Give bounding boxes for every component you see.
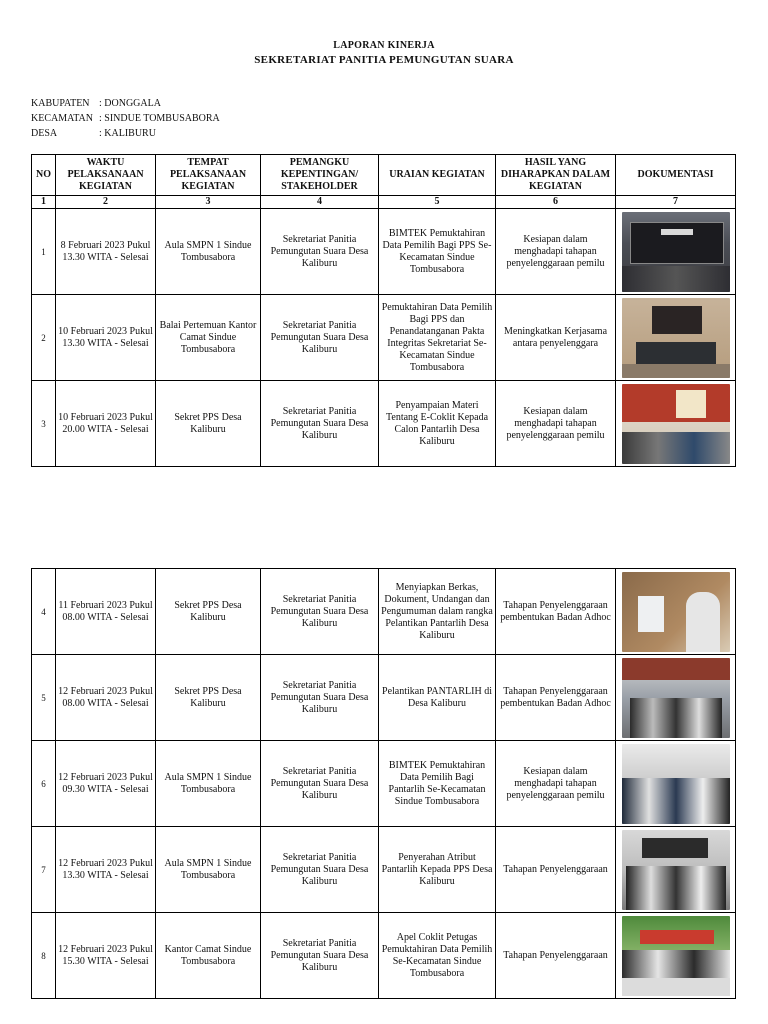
cell-tempat: Kantor Camat Sindue Tombusabora: [156, 913, 261, 999]
meta-row-desa: [31, 126, 220, 141]
meta-label: DESA: [31, 128, 58, 139]
meta-label: KECAMATAN: [31, 113, 93, 124]
documentation-photo: [622, 744, 730, 824]
table-row: [32, 569, 736, 655]
documentation-photo: [622, 572, 730, 652]
cell-waktu: 10 Februari 2023 Pukul 20.00 WITA - Selesai: [56, 381, 156, 467]
meta-value: : DONGGALA: [99, 98, 161, 109]
cell-uraian: Apel Coklit Petugas Pemuktahiran Data Pemilih Se-Kecamatan Sindue Tombusabora: [379, 913, 496, 999]
cell-tempat: Sekret PPS Desa Kaliburu: [156, 569, 261, 655]
table-row: [32, 381, 736, 467]
col-header-uraian: URAIAN KEGIATAN: [379, 155, 496, 196]
cell-uraian: BIMTEK Pemuktahiran Data Pemilih Bagi PPS Se-Kecamatan Sindue Tombusabora: [379, 209, 496, 295]
cell-stakeholder: Sekretariat Panitia Pemungutan Suara Desa Kaliburu: [261, 741, 379, 827]
cell-uraian: Penyerahan Atribut Pantarlih Kepada PPS Desa Kaliburu: [379, 827, 496, 913]
cell-uraian: Pemuktahiran Data Pemilih Bagi PPS dan Penandatanganan Pakta Integritas Sekretariat Se-Kecamatan Sindue Tombusabora: [379, 295, 496, 381]
cell-waktu: 10 Februari 2023 Pukul 13.30 WITA - Selesai: [56, 295, 156, 381]
meta-label: KABUPATEN: [31, 98, 90, 109]
report-table-page-1: [31, 154, 736, 467]
column-number-row: [32, 196, 736, 209]
col-number: 4: [261, 196, 379, 209]
col-header-tempat: TEMPAT PELAKSANAAN KEGIATAN: [156, 155, 261, 196]
documentation-photo: [622, 658, 730, 738]
cell-uraian: BIMTEK Pemuktahiran Data Pemilih Bagi Pantarlih Se-Kecamatan Sindue Tombusabora: [379, 741, 496, 827]
cell-no: 2: [32, 295, 56, 381]
cell-dokumentasi: [616, 741, 736, 827]
table-row: [32, 913, 736, 999]
cell-hasil: Tahapan Penyelenggaraan pembentukan Badan Adhoc: [496, 655, 616, 741]
cell-tempat: Sekret PPS Desa Kaliburu: [156, 655, 261, 741]
cell-uraian: Menyiapkan Berkas, Dokument, Undangan dan Pengumuman dalam rangka Pelantikan Pantarlih Desa Kaliburu: [379, 569, 496, 655]
cell-waktu: 11 Februari 2023 Pukul 08.00 WITA - Selesai: [56, 569, 156, 655]
cell-tempat: Sekret PPS Desa Kaliburu: [156, 381, 261, 467]
col-header-hasil: HASIL YANG DIHARAPKAN DALAM KEGIATAN: [496, 155, 616, 196]
cell-waktu: 12 Februari 2023 Pukul 09.30 WITA - Selesai: [56, 741, 156, 827]
col-number: 3: [156, 196, 261, 209]
cell-dokumentasi: [616, 827, 736, 913]
cell-stakeholder: Sekretariat Panitia Pemungutan Suara Desa Kaliburu: [261, 569, 379, 655]
table-row: [32, 655, 736, 741]
report-title: LAPORAN KINERJA: [333, 40, 435, 51]
cell-hasil: Tahapan Penyelenggaraan: [496, 827, 616, 913]
cell-dokumentasi: [616, 569, 736, 655]
cell-dokumentasi: [616, 209, 736, 295]
cell-dokumentasi: [616, 381, 736, 467]
cell-stakeholder: Sekretariat Panitia Pemungutan Suara Desa Kaliburu: [261, 827, 379, 913]
col-number: 6: [496, 196, 616, 209]
cell-no: 8: [32, 913, 56, 999]
report-meta: [31, 96, 220, 141]
cell-stakeholder: Sekretariat Panitia Pemungutan Suara Desa Kaliburu: [261, 381, 379, 467]
cell-hasil: Meningkatkan Kerjasama antara penyelenggara: [496, 295, 616, 381]
col-header-dokumentasi: DOKUMENTASI: [616, 155, 736, 196]
cell-stakeholder: Sekretariat Panitia Pemungutan Suara Desa Kaliburu: [261, 913, 379, 999]
table-header-row: [32, 155, 736, 196]
cell-hasil: Tahapan Penyelenggaraan: [496, 913, 616, 999]
col-number: 5: [379, 196, 496, 209]
table-row: [32, 827, 736, 913]
col-number: 7: [616, 196, 736, 209]
table-row: [32, 741, 736, 827]
documentation-photo: [622, 830, 730, 910]
col-header-no: NO: [32, 155, 56, 196]
cell-no: 5: [32, 655, 56, 741]
cell-no: 7: [32, 827, 56, 913]
documentation-photo: [622, 212, 730, 292]
documentation-photo: [622, 384, 730, 464]
cell-tempat: Aula SMPN 1 Sindue Tombusabora: [156, 741, 261, 827]
table-row: [32, 209, 736, 295]
cell-hasil: Kesiapan dalam menghadapi tahapan penyelenggaraan pemilu: [496, 741, 616, 827]
cell-no: 6: [32, 741, 56, 827]
cell-hasil: Kesiapan dalam menghadapi tahapan penyelenggaraan pemilu: [496, 209, 616, 295]
col-header-stakeholder: PEMANGKU KEPENTINGAN/ STAKEHOLDER: [261, 155, 379, 196]
cell-dokumentasi: [616, 913, 736, 999]
cell-dokumentasi: [616, 655, 736, 741]
col-header-waktu: WAKTU PELAKSANAAN KEGIATAN: [56, 155, 156, 196]
cell-no: 4: [32, 569, 56, 655]
report-header: [0, 40, 768, 66]
cell-stakeholder: Sekretariat Panitia Pemungutan Suara Desa Kaliburu: [261, 655, 379, 741]
cell-uraian: Pelantikan PANTARLIH di Desa Kaliburu: [379, 655, 496, 741]
documentation-photo: [622, 916, 730, 996]
col-number: 2: [56, 196, 156, 209]
cell-hasil: Tahapan Penyelenggaraan pembentukan Badan Adhoc: [496, 569, 616, 655]
documentation-photo: [622, 298, 730, 378]
cell-hasil: Kesiapan dalam menghadapi tahapan penyelenggaraan pemilu: [496, 381, 616, 467]
cell-tempat: Aula SMPN 1 Sindue Tombusabora: [156, 209, 261, 295]
table-row: [32, 295, 736, 381]
cell-uraian: Penyampaian Materi Tentang E-Coklit Kepada Calon Pantarlih Desa Kaliburu: [379, 381, 496, 467]
cell-waktu: 12 Februari 2023 Pukul 08.00 WITA - Selesai: [56, 655, 156, 741]
cell-waktu: 8 Februari 2023 Pukul 13.30 WITA - Selesai: [56, 209, 156, 295]
cell-waktu: 12 Februari 2023 Pukul 13.30 WITA - Selesai: [56, 827, 156, 913]
meta-row-kabupaten: [31, 96, 220, 111]
cell-tempat: Balai Pertemuan Kantor Camat Sindue Tombusabora: [156, 295, 261, 381]
cell-no: 1: [32, 209, 56, 295]
cell-dokumentasi: [616, 295, 736, 381]
report-subtitle: SEKRETARIAT PANITIA PEMUNGUTAN SUARA: [254, 54, 514, 66]
col-number: 1: [32, 196, 56, 209]
cell-tempat: Aula SMPN 1 Sindue Tombusabora: [156, 827, 261, 913]
meta-value: : KALIBURU: [99, 128, 156, 139]
cell-waktu: 12 Februari 2023 Pukul 15.30 WITA - Selesai: [56, 913, 156, 999]
meta-row-kecamatan: [31, 111, 220, 126]
cell-no: 3: [32, 381, 56, 467]
meta-value: : SINDUE TOMBUSABORA: [99, 113, 220, 124]
cell-stakeholder: Sekretariat Panitia Pemungutan Suara Desa Kaliburu: [261, 209, 379, 295]
report-table-page-2: [31, 568, 736, 999]
cell-stakeholder: Sekretariat Panitia Pemungutan Suara Desa Kaliburu: [261, 295, 379, 381]
